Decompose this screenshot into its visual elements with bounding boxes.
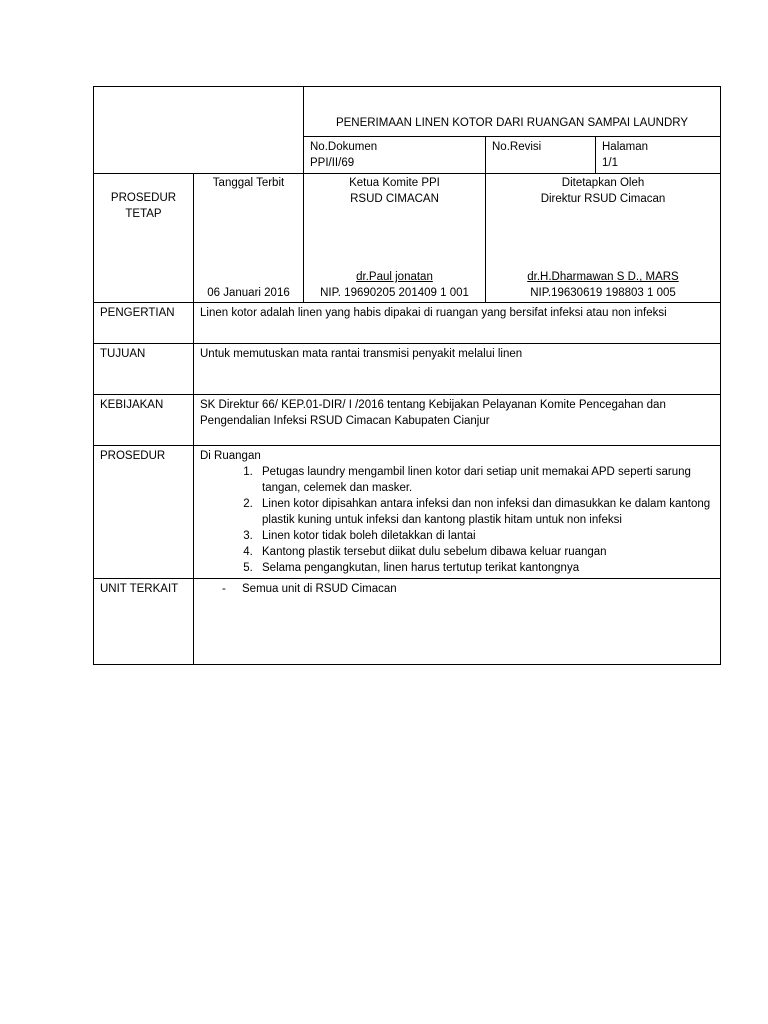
prosedur-intro: Di Ruangan (200, 450, 261, 462)
no-dokumen-value: PPI/II/69 (310, 157, 355, 169)
ditetapkan-cell (486, 174, 721, 303)
prosedur-steps-list (200, 464, 714, 576)
ketua-signature (304, 269, 485, 301)
no-dokumen-label: No.Dokumen (310, 141, 378, 153)
prosedur-tetap-label: PROSEDUR TETAP (110, 192, 177, 220)
ketua-komite-cell (304, 174, 486, 303)
halaman-label: Halaman (602, 141, 649, 153)
tanggal-terbit-cell (194, 174, 304, 303)
sop-document (93, 86, 720, 665)
pengertian-label: PENGERTIAN (94, 303, 194, 344)
no-revisi-label: No.Revisi (492, 141, 542, 153)
unit-terkait-label: UNIT TERKAIT (94, 579, 194, 665)
no-revisi-cell (486, 137, 596, 174)
kebijakan-text: SK Direktur 66/ KEP.01-DIR/ I /2016 tentang Kebijakan Pelayanan Komite Pencegahan dan Pengendalian Infeksi RSUD Cimacan Kabupaten Cianjur (194, 395, 721, 446)
list-item: 5. Selama pengangkutan, linen harus tertutup terikat kantongnya (256, 560, 714, 576)
pengertian-text: Linen kotor adalah linen yang habis dipakai di ruangan yang bersifat infeksi atau non infeksi (194, 303, 721, 344)
ditetapkan-line2: Direktur RSUD Cimacan (540, 193, 666, 205)
sop-table (93, 86, 721, 665)
tanggal-terbit-label: Tanggal Terbit (212, 177, 285, 189)
halaman-value: 1/1 (602, 157, 618, 169)
direktur-name: dr.H.Dharmawan S D., MARS (527, 271, 679, 283)
ditetapkan-title (486, 175, 720, 207)
prosedur-content (194, 446, 721, 579)
unit-terkait-text: Semua unit di RSUD Cimacan (242, 583, 397, 595)
ketua-komite-title (304, 175, 485, 207)
no-dokumen-cell (304, 137, 486, 174)
list-item: 3. Linen kotor tidak boleh diletakkan di lantai (256, 528, 714, 544)
prosedur-label: PROSEDUR (94, 446, 194, 579)
ketua-nip: NIP. 19690205 201409 1 001 (320, 287, 469, 299)
ketua-line1: Ketua Komite PPI (349, 177, 440, 189)
logo-cell (94, 87, 304, 174)
tanggal-terbit-value: 06 Januari 2016 (207, 287, 290, 299)
ketua-name: dr.Paul jonatan (356, 271, 433, 283)
direktur-signature (486, 269, 720, 301)
tujuan-text: Untuk memutuskan mata rantai transmisi penyakit melalui linen (194, 344, 721, 395)
ditetapkan-line1: Ditetapkan Oleh (561, 177, 645, 189)
direktur-nip: NIP.19630619 198803 1 005 (530, 287, 676, 299)
halaman-cell (596, 137, 721, 174)
kebijakan-label: KEBIJAKAN (94, 395, 194, 446)
unit-terkait-content (194, 579, 721, 665)
list-item: 4. Kantong plastik tersebut diikat dulu sebelum dibawa keluar ruangan (256, 544, 714, 560)
list-item: 2. Linen kotor dipisahkan antara infeksi dan non infeksi dan dimasukkan ke dalam kantong plastik kuning untuk infeksi dan kantong plastik hitam untuk non infeksi (256, 496, 714, 528)
tujuan-label: TUJUAN (94, 344, 194, 395)
prosedur-tetap-cell (94, 174, 194, 303)
list-item: 1. Petugas laundry mengambil linen kotor dari setiap unit memakai APD seperti sarung tangan, celemek dan masker. (256, 464, 714, 496)
unit-terkait-dash: - (222, 583, 226, 595)
ketua-line2: RSUD CIMACAN (350, 193, 439, 205)
document-title: PENERIMAAN LINEN KOTOR DARI RUANGAN SAMPAI LAUNDRY (304, 87, 721, 137)
